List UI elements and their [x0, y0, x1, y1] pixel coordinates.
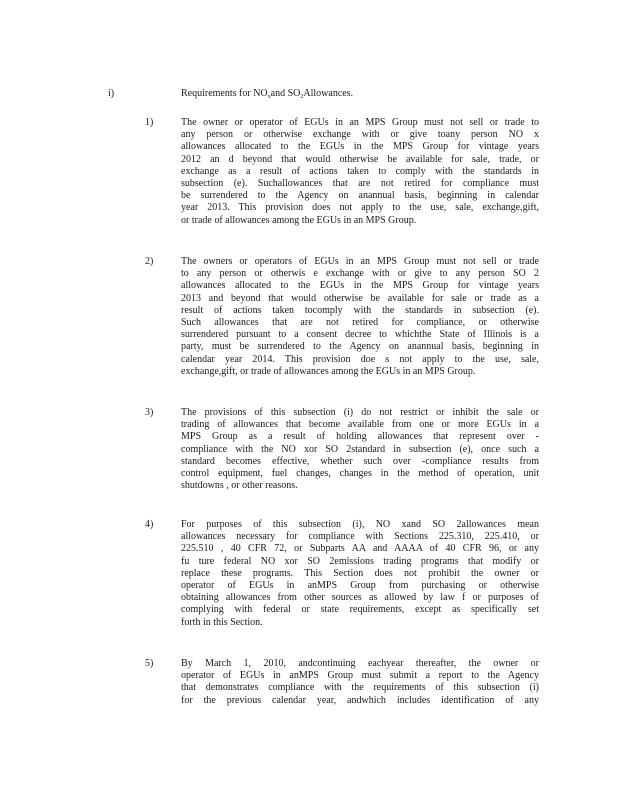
- item-paragraph: [181, 407, 539, 492]
- section-title: [181, 88, 353, 100]
- paragraph-line: obtaining allowances from other sources as allowed by law f or purposes of: [181, 592, 539, 604]
- paragraph-line: For purposes of this subsection (i), NO xand SO 2allowances mean: [181, 519, 539, 530]
- paragraph-line: complying with federal or state requirements, except as specifically set: [181, 604, 539, 616]
- item-number: 5): [145, 658, 154, 669]
- paragraph-line: Such allowances that are not retired for compliance, or otherwise: [181, 317, 539, 329]
- paragraph-line: any person or otherwise exchange with or give toany person NO x: [181, 129, 539, 141]
- paragraph-line: standard becomes effective, whether such over -compliance results from: [181, 455, 539, 467]
- paragraph-line: for the previous calendar year, andwhich includes identification of any: [181, 694, 539, 706]
- paragraph-line: replace these programs. This Section does not prohibit the owner or: [181, 567, 539, 579]
- paragraph-line: allowances allocated to the EGUs in the MPS Group for vintage years: [181, 280, 539, 292]
- paragraph-line: compliance with the NO xor SO 2standard in subsection (e), once such a: [181, 443, 539, 455]
- item-paragraph: [181, 117, 539, 227]
- paragraph-line: fu ture federal NO xor SO 2emissions trading programs that modify or: [181, 555, 539, 567]
- paragraph-line: The provisions of this subsection (i) do not restrict or inhibit the sale or: [181, 407, 539, 418]
- item-number: 2): [145, 256, 154, 267]
- paragraph-line: The owners or operators of EGUs in an MPS Group must not sell or trade: [181, 256, 539, 267]
- paragraph-line: that demonstrates compliance with the requirements of this subsection (i): [181, 682, 539, 694]
- paragraph-line: control equipment, fuel changes, changes in the method of operation, unit: [181, 468, 539, 480]
- section-title-part: and SO: [270, 88, 301, 99]
- paragraph-line: surrendered pursuant to a consent decree to whichthe State of Illinois is a: [181, 329, 539, 341]
- paragraph-line: party, must be surrendered to the Agency on anannual basis, beginning in: [181, 341, 539, 353]
- paragraph-line: exchange,gift, or trade of allowances among the EGUs in an MPS Group.: [181, 365, 476, 377]
- paragraph-line: By March 1, 2010, andcontinuing eachyear thereafter, the owner or: [181, 658, 539, 669]
- paragraph-line: allowances necessary for compliance with Sections 225.310, 225.410, or: [181, 531, 539, 543]
- paragraph-line: to any person or otherwis e exchange with or give to any person SO 2: [181, 268, 539, 280]
- paragraph-line: operator of EGUs in anMPS Group must submit a report to the Agency: [181, 670, 539, 682]
- paragraph-line: year 2013. This provision does not apply to the use, sale, exchange,gift,: [181, 202, 539, 214]
- section-title-subscript: 2: [300, 94, 304, 100]
- paragraph-line: or trade of allowances among the EGUs in an MPS Group.: [181, 214, 417, 226]
- paragraph-line: 2013 and beyond that would otherwise be available for sale or trade as a: [181, 292, 539, 304]
- item-paragraph: [181, 256, 539, 378]
- item-number: 1): [145, 117, 154, 128]
- paragraph-line: 2012 an d beyond that would otherwise be available for sale, trade, or: [181, 153, 539, 165]
- paragraph-line: be surrendered to the Agency on anannual basis, beginning in calendar: [181, 190, 539, 202]
- item-number: 4): [145, 519, 154, 530]
- paragraph-line: The owner or operator of EGUs in an MPS Group must not sell or trade to: [181, 117, 539, 128]
- paragraph-line: trading of allowances that become available from one or more EGUs in a: [181, 419, 539, 431]
- item-paragraph: [181, 658, 539, 707]
- paragraph-line: forth in this Section.: [181, 616, 263, 628]
- paragraph-line: exchange as a result of actions taken to comply with the standards in: [181, 165, 539, 177]
- section-title-part: Allowances.: [303, 88, 354, 99]
- item-paragraph: [181, 519, 539, 629]
- paragraph-line: result of actions taken tocomply with the standards in subsection (e).: [181, 304, 539, 316]
- paragraph-line: allowances allocated to the EGUs in the MPS Group for vintage years: [181, 141, 539, 153]
- paragraph-line: 225.510 , 40 CFR 72, or Subparts AA and AAAA of 40 CFR 96, or any: [181, 543, 539, 555]
- section-label: i): [108, 88, 115, 99]
- paragraph-line: calendar year 2014. This provision doe s not apply to the use, sale,: [181, 353, 539, 365]
- paragraph-line: MPS Group as a result of holding allowances that represent over -: [181, 431, 539, 443]
- paragraph-line: subsection (e). Suchallowances that are not retired for compliance must: [181, 178, 539, 190]
- section-title-subscript: x: [267, 94, 271, 100]
- paragraph-line: operator of EGUs in anMPS Group from purchasing or otherwise: [181, 580, 539, 592]
- paragraph-line: shutdowns , or other reasons.: [181, 480, 298, 492]
- item-number: 3): [145, 407, 154, 418]
- section-title-part: Requirements for NO: [181, 88, 268, 99]
